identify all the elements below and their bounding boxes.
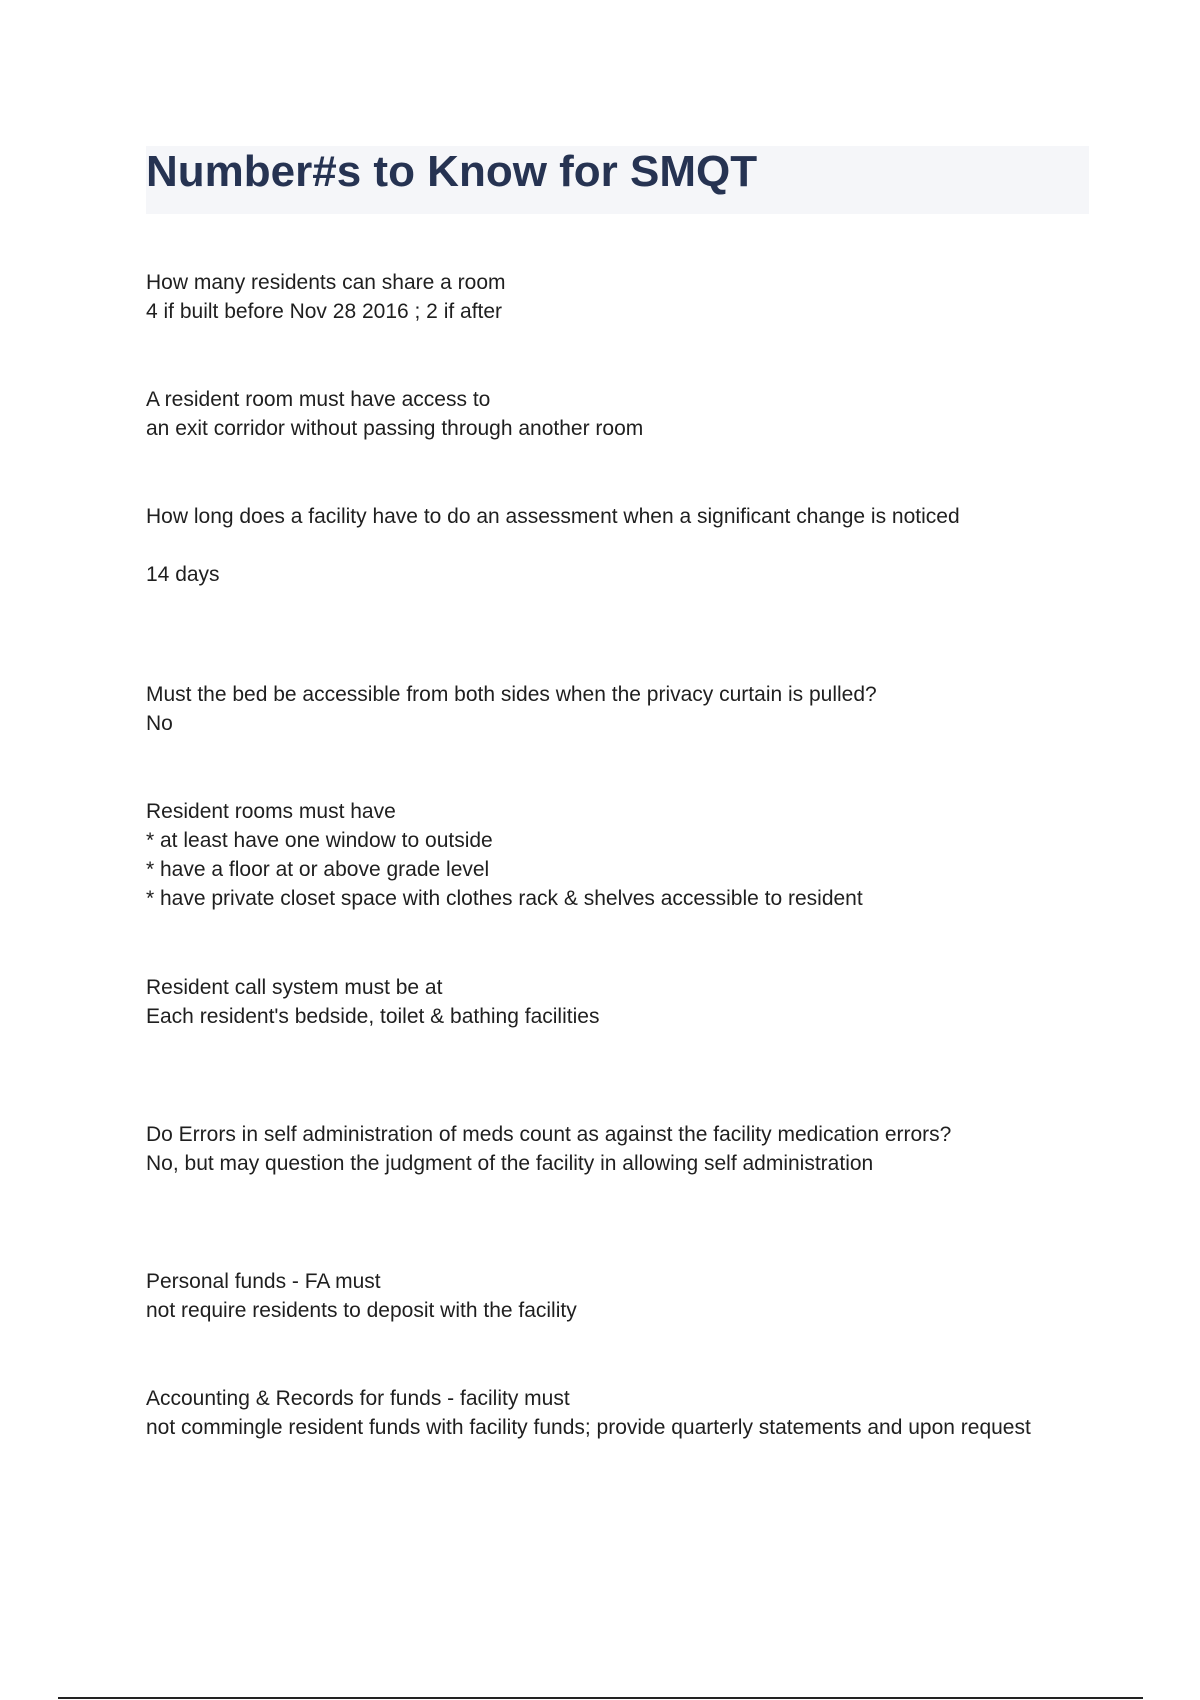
question: Resident call system must be at — [146, 976, 443, 999]
answer: No, but may question the judgment of the facility in allowing self administration — [146, 1152, 874, 1175]
answer-line: * have private closet space with clothes rack & shelves accessible to resident — [146, 887, 863, 910]
qa-item — [146, 1120, 951, 1178]
answer: 4 if built before Nov 28 2016 ; 2 if after — [146, 300, 503, 323]
qa-item — [146, 1267, 577, 1325]
question: A resident room must have access to — [146, 388, 491, 411]
page-title: Number#s to Know for SMQT — [146, 147, 758, 196]
qa-item — [146, 973, 599, 1031]
answer-line: * at least have one window to outside — [146, 829, 493, 852]
qa-item — [146, 268, 506, 326]
question: How long does a facility have to do an assessment when a significant change is noticed — [146, 505, 960, 528]
qa-item — [146, 1384, 1031, 1442]
question: Accounting & Records for funds - facility must — [146, 1387, 570, 1410]
question: Must the bed be accessible from both sides when the privacy curtain is pulled? — [146, 683, 877, 706]
answer: not require residents to deposit with the facility — [146, 1299, 577, 1322]
question: How many residents can share a room — [146, 271, 506, 294]
footer-divider — [58, 1697, 1143, 1699]
question: Resident rooms must have — [146, 800, 396, 823]
answer: No — [146, 712, 173, 735]
answer: 14 days — [146, 563, 220, 586]
question: Do Errors in self administration of meds count as against the facility medication errors? — [146, 1123, 952, 1146]
answer: Each resident's bedside, toilet & bathing facilities — [146, 1005, 600, 1028]
answer: not commingle resident funds with facility funds; provide quarterly statements and upon request — [146, 1416, 1031, 1439]
answer: an exit corridor without passing through another room — [146, 417, 644, 440]
qa-item — [146, 680, 877, 738]
qa-item — [146, 502, 960, 589]
qa-item — [146, 385, 643, 443]
qa-item — [146, 797, 863, 913]
question: Personal funds - FA must — [146, 1270, 381, 1293]
answer-line: * have a floor at or above grade level — [146, 858, 490, 881]
